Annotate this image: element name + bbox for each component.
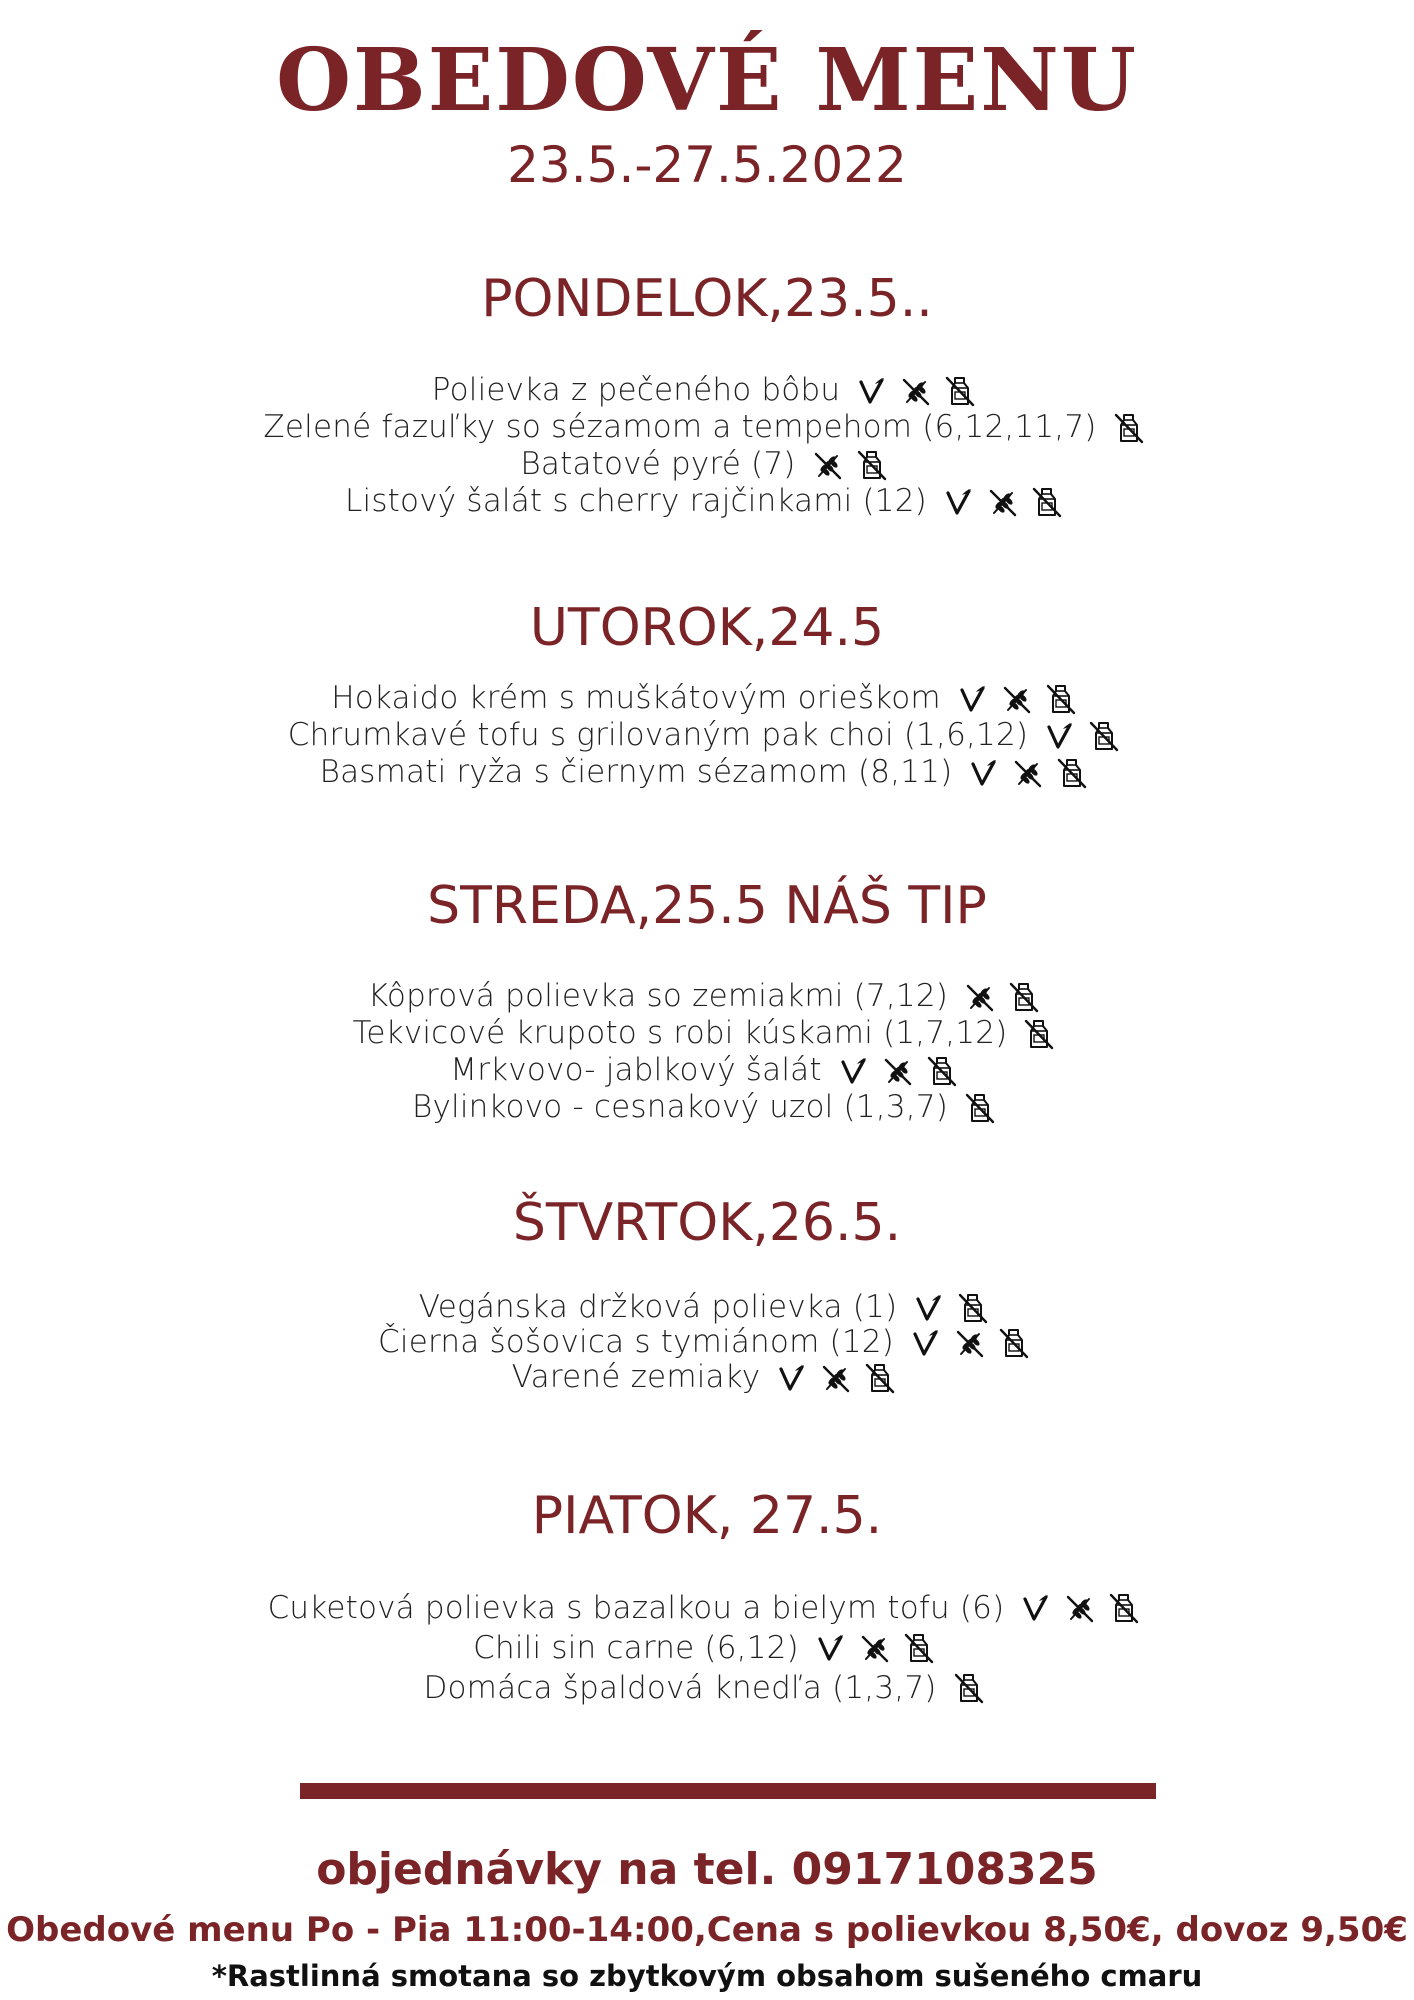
menu-item-text: Varené zemiaky (511, 1359, 761, 1395)
gluten-free-icon (811, 448, 845, 482)
order-phone: objednávky na tel. 0917108325 (316, 1844, 1098, 1895)
vegan-icon (909, 1326, 943, 1360)
menu-item-text: Domáca špaldová knedľa (1,3,7) (423, 1669, 937, 1706)
menu-title: OBEDOVÉ MENU (276, 30, 1138, 131)
menu-item-text: Listový šalát s cherry rajčinkami (12) (345, 483, 927, 519)
lactose-free-icon (1007, 980, 1041, 1014)
gluten-free-icon (819, 1361, 853, 1395)
day-items-monday (0, 372, 1414, 520)
vegan-icon (837, 1054, 871, 1088)
menu-item (0, 1588, 1414, 1628)
menu-item (0, 1052, 1414, 1089)
lactose-free-icon (1087, 719, 1121, 753)
menu-item (0, 1668, 1414, 1708)
vegan-icon (942, 485, 976, 519)
menu-item-text: Basmati ryža s čiernym sézamom (8,11) (319, 754, 953, 790)
diet-icons (962, 756, 1094, 790)
lactose-free-icon (863, 1361, 897, 1395)
menu-item-text: Chrumkavé tofu s grilovaným pak choi (1,6,12) (287, 717, 1029, 753)
menu-item-text: Vegánska držková polievka (1) (418, 1289, 898, 1325)
diet-icons (937, 485, 1069, 519)
lactose-free-icon (956, 1291, 990, 1325)
menu-item-text: Čierna šošovica s tymiánom (12) (378, 1324, 894, 1360)
diet-icons (806, 448, 894, 482)
diet-icons (832, 1054, 964, 1088)
menu-item-text: Kôprová polievka so zemiakmi (7,12) (367, 978, 949, 1014)
gluten-free-icon (953, 1326, 987, 1360)
day-items-tuesday (0, 680, 1414, 791)
lactose-free-icon (997, 1326, 1031, 1360)
lactose-free-icon (952, 1671, 986, 1705)
menu-item-text: Hokaido krém s muškátovým orieškom (331, 680, 941, 716)
lactose-free-icon (925, 1054, 959, 1088)
vegan-icon (1043, 719, 1077, 753)
gluten-free-icon (986, 485, 1020, 519)
menu-item (0, 1360, 1414, 1395)
menu-item (0, 446, 1414, 483)
diet-icons (1017, 1017, 1061, 1051)
lactose-free-icon (1112, 411, 1146, 445)
diet-icons (1014, 1591, 1146, 1625)
menu-item-text: Zelené fazuľky so sézamom a tempehom (6,12,11,7) (263, 409, 1097, 445)
vegan-icon (775, 1361, 809, 1395)
lactose-free-icon (855, 448, 889, 482)
diet-icons (809, 1631, 941, 1665)
day-items-thursday (0, 1290, 1414, 1395)
day-heading-thursday: ŠTVRTOK,26.5. (512, 1193, 902, 1253)
diet-icons (1038, 719, 1126, 753)
menu-item (0, 754, 1414, 791)
menu-item-text: Batatové pyré (7) (520, 446, 796, 482)
menu-item (0, 409, 1414, 446)
gluten-free-icon (963, 980, 997, 1014)
lactose-free-icon (902, 1631, 936, 1665)
diet-icons (951, 682, 1083, 716)
menu-item (0, 483, 1414, 520)
menu-item (0, 717, 1414, 754)
lactose-free-icon (1044, 682, 1078, 716)
vegan-icon (855, 374, 889, 408)
lactose-free-icon (1055, 756, 1089, 790)
gluten-free-icon (899, 374, 933, 408)
gluten-free-icon (1011, 756, 1045, 790)
day-heading-monday: PONDELOK,23.5.. (481, 269, 933, 329)
lactose-free-icon (1022, 1017, 1056, 1051)
diet-icons (1107, 411, 1151, 445)
vegan-icon (912, 1291, 946, 1325)
diet-icons (907, 1291, 995, 1325)
menu-item (0, 372, 1414, 409)
diet-icons (958, 980, 1046, 1014)
gluten-free-icon (881, 1054, 915, 1088)
diet-icons (770, 1361, 902, 1395)
lactose-free-icon (943, 374, 977, 408)
lactose-free-icon (1030, 485, 1064, 519)
menu-item-text: Polievka z pečeného bôbu (431, 372, 841, 408)
day-heading-wednesday: STREDA,25.5 NÁŠ TIP (427, 876, 987, 936)
menu-item (0, 1089, 1414, 1126)
menu-dates: 23.5.-27.5.2022 (507, 136, 907, 194)
menu-item (0, 1015, 1414, 1052)
menu-item (0, 1325, 1414, 1360)
gluten-free-icon (858, 1631, 892, 1665)
footnote: *Rastlinná smotana so zbytkovým obsahom sušeného cmaru (211, 1959, 1203, 1993)
vegan-icon (956, 682, 990, 716)
divider-bar (300, 1783, 1156, 1799)
vegan-icon (814, 1631, 848, 1665)
diet-icons (947, 1671, 991, 1705)
lactose-free-icon (963, 1091, 997, 1125)
day-items-wednesday (0, 978, 1414, 1126)
vegan-icon (1019, 1591, 1053, 1625)
menu-item (0, 978, 1414, 1015)
diet-icons (904, 1326, 1036, 1360)
day-heading-friday: PIATOK, 27.5. (531, 1486, 883, 1546)
diet-icons (958, 1091, 1002, 1125)
menu-item (0, 680, 1414, 717)
hours-and-price: Obedové menu Po - Pia 11:00-14:00,Cena s polievkou 8,50€, dovoz 9,50€ (6, 1910, 1408, 1950)
gluten-free-icon (1063, 1591, 1097, 1625)
menu-item (0, 1628, 1414, 1668)
lactose-free-icon (1107, 1591, 1141, 1625)
menu-item-text: Chili sin carne (6,12) (473, 1629, 799, 1666)
day-items-friday (0, 1588, 1414, 1708)
diet-icons (850, 374, 982, 408)
menu-item-text: Bylinkovo - cesnakový uzol (1,3,7) (411, 1089, 949, 1125)
gluten-free-icon (1000, 682, 1034, 716)
vegan-icon (967, 756, 1001, 790)
menu-item-text: Mrkvovo- jablkový šalát (450, 1052, 822, 1088)
day-heading-tuesday: UTOROK,24.5 (529, 598, 885, 658)
menu-item-text: Tekvicové krupoto s robi kúskami (1,7,12) (352, 1015, 1008, 1051)
menu-item-text: Cuketová polievka s bazalkou a bielym tofu (6) (267, 1589, 1005, 1626)
menu-item (0, 1290, 1414, 1325)
